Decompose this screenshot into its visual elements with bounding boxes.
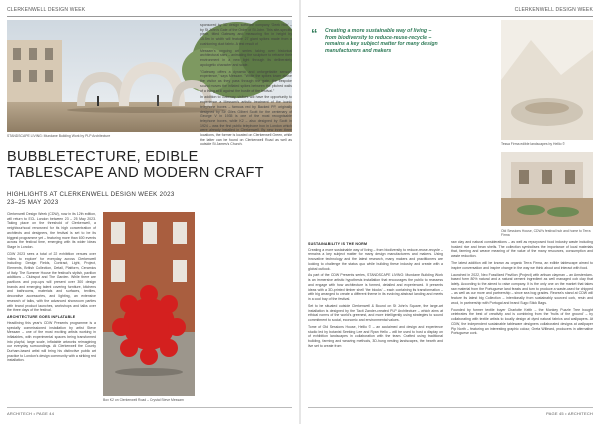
- sessions-house-illustration: [501, 152, 593, 226]
- paragraph: In addition to Gateway, visitors will have the opportunity to experience a Messam's artistic treatment of the iconic telephone boxes – famous red by Backed PP, originally designed by Sir Giles Gilbert Scott for the centenary of George V in 1935 is one of the most recognisable telephone boxes, while K2 – also designed by Scott in 1924 – was the first public telephone box in London which were already installed in Clerkenwell. By new inner three locations, the former is located on Clerkenwell Green, while the latter can be found on Clerkenwell Road as well as outside St James's Church.: [200, 95, 292, 147]
- paragraph: Headlining this year's CDW Presents programme is a specially commissioned installation by artist Steve Messam – one of the most exciting artists working in inflatables, with experimental spaces being transformed into playful, large scale, inflatable artworks reimagining our everyday surroundings. At Clerkenwell the County Durham-based artist will bring his distinctive public art practice to London's design community with a striking red installation.: [7, 320, 96, 363]
- inflatable-illustration: [103, 212, 195, 396]
- left-page-header: CLERKENWELL DESIGN WEEK: [7, 7, 86, 13]
- edible-landscape-illustration: [501, 20, 593, 140]
- paragraph: Set to be situated outside Clerkenwell & Bound on St John's Square, the large-art installation is designed by the Tacit Zander-created PLP Architecture – which aims at ethical norms of the world's greenest, and more intelligently using strategies to sound commitment to social, economic and environmental values.: [308, 303, 443, 322]
- paragraph: CDW 2023 sees a total of 22 exhibition venues over 'miles to explore' for everyday across Clerkenwell including: Design Fields, Contract, Light, Project, Elements, British Collection, Detail, Platform, Ceramics of Italy. The Summer House the festival's stylish, pavilion additions – Clubspot and The Garden. While there are pavilions and pop-ups will present over 300 design brands and emerging talent covering furniture, kitchens and bathrooms, materials and surfaces, textiles, decorative accessories, and lighting, an extensive research of talks, with the advanced showroom parties with brand product launches, workshops and talks over the three days of the festival.: [7, 251, 96, 313]
- left-column-1: [7, 212, 96, 404]
- paragraph: Creating a more sustainable way of living – from biodiversity to reduce-reuse-recycle – remains a key subject matter for many design manufacturers and makers. Using innovative technology and the latest research, many makers and practitioners are looking to challenge the status quo while building these industry and create with a global outlook.: [308, 247, 443, 271]
- left-footer-rule: [7, 407, 292, 408]
- paragraph: Messam's ongoing art series taking over historical architectural sites – animating the sculpture to reframe their environment in a new light through its deliberately apologetic character and scale.: [200, 48, 292, 67]
- right-header-rule: [308, 16, 593, 17]
- article-title: BUBBLETECTURE, EDIBLE TABLESCAPE AND MODERN CRAFT: [7, 149, 264, 181]
- paragraph: "Gateway offers a dynamic and unforgettable sensory experience," says Messam. "While the spikes tower above the visitor as they pass through the gate, the bespoke sound moves the inflated spikes between the pitched walls of a living at ill against the bustle of the festival.": [200, 69, 292, 93]
- section-heading: ARCHITECTURE GOES INFLATABLE: [7, 315, 76, 320]
- left-header-rule: [7, 16, 292, 17]
- right-page-footer: PAGE 45 • ARCHITECH: [546, 411, 593, 416]
- pull-quote: Creating a more sustainable way of living – from biodiversity to reduce-reuse-recycle – remains a key subject matter for many design manufacturers and makers: [325, 28, 438, 54]
- article-subtitle: HIGHLIGHTS AT CLERKENWELL DESIGN WEEK 2023: [7, 191, 175, 198]
- paragraph: sponsored by 3D design software company 'Geek Hub' – by St John's Gate of the Order of St John. This site-specific piece, titled Gateway and measuring 9m in height by 15.5m in width will feature 27 giant spikes made from a cushioning duct fabric. A test result of: [200, 23, 292, 46]
- section-heading: SUSTAINABILITY IS THE NORM: [308, 242, 368, 246]
- left-page-footer: ARCHITECH • PAGE 44: [7, 411, 55, 416]
- paragraph: The latest addition will be known as organic Terra Firma, an edible tablescape aimed to inspire conversation and inspire change in the way we think about and interact with food.: [451, 261, 593, 270]
- left-column-3: [200, 23, 292, 401]
- right-column-1: [308, 240, 443, 402]
- sessions-house-image: [501, 152, 593, 226]
- inflatable-image: [103, 212, 195, 396]
- left-column-2-placeholder: [103, 23, 195, 145]
- paragraph: As part of the CDW Presents series, STANDSCAPE LIVING: Mundane Building Work is an immersive artistic hypothesis installation that encourages the public to reassess and engage with how architecture is formed, detailed and experienced. It presents ideas with a 3D-printed timber shell 'the blocks' – each containing its transformation – with big arranged to create a different theme in its evolving abstract landing and meets in a cool bay of the festival.: [308, 273, 443, 301]
- paragraph: Clerkenwell Design Week (CDW), now in its 12th edition, will return to ECL London between 23 – 25 May 2023. Taking place on the threshold of Clerkenwell, a neighbourhood renowned for its high concentration of architects and designers, the festival is set to be its biggest programme yet – featuring more than 600 events across the festival time, emerging with its wider Ideas Stage in London.: [7, 212, 96, 249]
- paragraph: raw clay and natural considerations – as well as repurposed food industry waste including husked rice and bean shells. The collection symbolises the importance of local materials that, farming and weave meaning of the value of the many resources, consumption and waste reduction.: [451, 240, 593, 259]
- paragraph: Launched in 2022, Neo Fossilized Pavilion (Project) with artisan clayman – an Amsterdam-based form 80% natural and a natural cement ingredient as well managed cob clay that lately. According to the aimed to raise company. It is the only one on the market that takes raw material from the Portuguese land feasts and turn to produce a waste-used for chipped – as well as our more and partnership – since sea bog grades. Recrea's stand at CDW will feature its latest big Collection – intentionally from sustainably sourced cork, resin and wool, in partnership with Portugal and brand Sugo Stick Bags.: [451, 272, 593, 305]
- article-dates: 23–25 MAY 2023: [7, 199, 59, 206]
- right-page: [301, 0, 600, 424]
- hero-caption: STANDSCAPE LIVING: Mundane Building Work by PLP Architecture: [7, 134, 111, 138]
- edible-landscape-image: [501, 20, 593, 140]
- left-page: [0, 0, 299, 424]
- right-footer-rule: [308, 407, 593, 408]
- right-page-header: CLERKENWELL DESIGN WEEK: [514, 7, 593, 13]
- paragraph: Tome of Old Sessions House, Hellio © – an acclaimed and design and experience studio led by botanist Seeking Lee and Ryan Hello – will be used to host a display on of exhibition landscapes in collaboration with the team. Crafted using traditional building, farming and weaving methods, 3D-hung nesting landscapes, the hearth and live set to create from: [308, 324, 443, 348]
- quote-mark-icon: “: [311, 26, 318, 41]
- right-column-2: [451, 240, 593, 402]
- edible-landscape-caption: Tessa Firma edible landscapes by Hellio ©: [501, 142, 565, 146]
- paragraph: Founded by former textile buyer Charlotte Keith – the Monkey Puzzle Tree bought celebrates the best of creativity and is combining from the 'fruits of the ground' – by collaborating with textile artists to locally design at dyed natural fabrics and wallpapers. At CDW, the independent sustainable tableware designers collaborated designs at wallpaper Pip North – featuring an interesting graphic colour, Greta Willeard, producers in alternative Portuguese cork.: [451, 307, 593, 336]
- inflatable-caption: Box K2 on Clerkenwell Road – Crystal Steve Messam: [103, 398, 184, 402]
- sessions-house-caption: Old Sessions House, CDW's festival hub and home to Terra Firma: [501, 229, 591, 237]
